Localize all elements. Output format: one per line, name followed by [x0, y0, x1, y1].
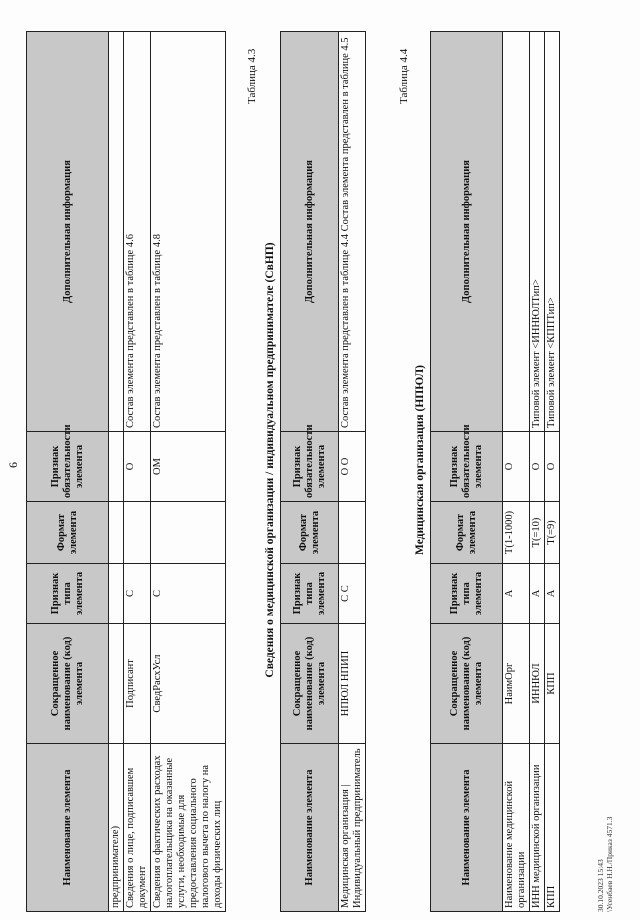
header-type: Признак типа элемента [431, 564, 503, 624]
stamp-signer: \Усенбаев Н.Н./Приказ 4571.3 [605, 816, 614, 912]
signature-stamp [596, 817, 614, 912]
cell: Типовой элемент <ИННЮЛТип> [530, 32, 545, 432]
cell: Наименование медицинской организации [503, 744, 530, 912]
cell: Состав элемента представлен в таблице 4.4 Состав элемента представлен в таблице 4.5 [339, 32, 366, 432]
cell [109, 624, 124, 744]
cell: О [530, 432, 545, 502]
cell [124, 502, 151, 564]
cell: Медицинская организация | Индивидуальный предприниматель [339, 744, 366, 912]
header-code: Сокращенное наименование (код) элемента [27, 624, 109, 744]
stamp-date: 30.10.2023 15:43 [596, 859, 605, 912]
cell: Состав элемента представлен в таблице 4.8 [151, 32, 226, 432]
header-type: Признак типа элемента [27, 564, 109, 624]
table-header-row [27, 32, 109, 912]
table-row [124, 32, 151, 912]
cell: НПЮЛ НПИП [339, 624, 366, 744]
header-type: Признак типа элемента [281, 564, 339, 624]
cell: А [545, 564, 560, 624]
header-format: Формат элемента [281, 502, 339, 564]
cell: Сведения о фактических расходах налогоплательщика на оказанные услуги, необходимые для предоставления социального налогового вычета по налогу на доходы физических лиц [151, 744, 226, 912]
cell: предпринимателе) [109, 744, 124, 912]
cell: ИНН медицинской организации [530, 744, 545, 912]
cell: Подписант [124, 624, 151, 744]
cell [109, 32, 124, 432]
cell: КПП [545, 624, 560, 744]
header-name: Наименование элемента [431, 744, 503, 912]
table-4-2-continuation [26, 31, 226, 912]
header-name: Наименование элемента [27, 744, 109, 912]
table-header-row [431, 32, 503, 912]
table-row [545, 32, 560, 912]
header-required: Признак обязательности элемента [281, 432, 339, 502]
cell: О О [339, 432, 366, 502]
cell: С [151, 564, 226, 624]
cell [151, 502, 226, 564]
cell: T(1-1000) [503, 502, 530, 564]
cell [109, 432, 124, 502]
header-info: Дополнительная информация [431, 32, 503, 432]
cell: ОМ [151, 432, 226, 502]
header-info: Дополнительная информация [281, 32, 339, 432]
table-row [530, 32, 545, 912]
cell: О [503, 432, 530, 502]
cell: КПП [545, 744, 560, 912]
table-row [503, 32, 530, 912]
header-required: Признак обязательности элемента [431, 432, 503, 502]
cell [339, 502, 366, 564]
page-number: 6 [6, 462, 20, 468]
cell: С [124, 564, 151, 624]
header-code: Сокращенное наименование (код) элемента [281, 624, 339, 744]
cell: О [545, 432, 560, 502]
table-title: Сведения о медицинской организации / индивидуальном предпринимателе (СвНП) [264, 242, 276, 678]
header-format: Формат элемента [27, 502, 109, 564]
cell: СведРасхУсл [151, 624, 226, 744]
table-header-row [281, 32, 339, 912]
header-code: Сокращенное наименование (код) элемента [431, 624, 503, 744]
cell: T(=10) [530, 502, 545, 564]
table-label: Таблица 4.3 [246, 48, 258, 104]
table-row [151, 32, 226, 912]
header-required: Признак обязательности элемента [27, 432, 109, 502]
cell: T(=9) [545, 502, 560, 564]
cell: НаимОрг [503, 624, 530, 744]
header-name: Наименование элемента [281, 744, 339, 912]
table-4-4 [430, 31, 560, 912]
table-row [339, 32, 366, 912]
cell: А [530, 564, 545, 624]
cell: ИННЮЛ [530, 624, 545, 744]
cell: Типовой элемент <КППТип> [545, 32, 560, 432]
cell [503, 32, 530, 432]
table-label: Таблица 4.4 [398, 48, 410, 104]
header-format: Формат элемента [431, 502, 503, 564]
cell: О [124, 432, 151, 502]
header-info: Дополнительная информация [27, 32, 109, 432]
cell: А [503, 564, 530, 624]
cell [109, 502, 124, 564]
cell [109, 564, 124, 624]
cell: С С [339, 564, 366, 624]
cell: Сведения о лице, подписавшем документ [124, 744, 151, 912]
table-title: Медицинская организация (НПЮЛ) [414, 365, 426, 555]
cell: Состав элемента представлен в таблице 4.6 [124, 32, 151, 432]
table-4-3 [280, 31, 366, 912]
table-row [109, 32, 124, 912]
